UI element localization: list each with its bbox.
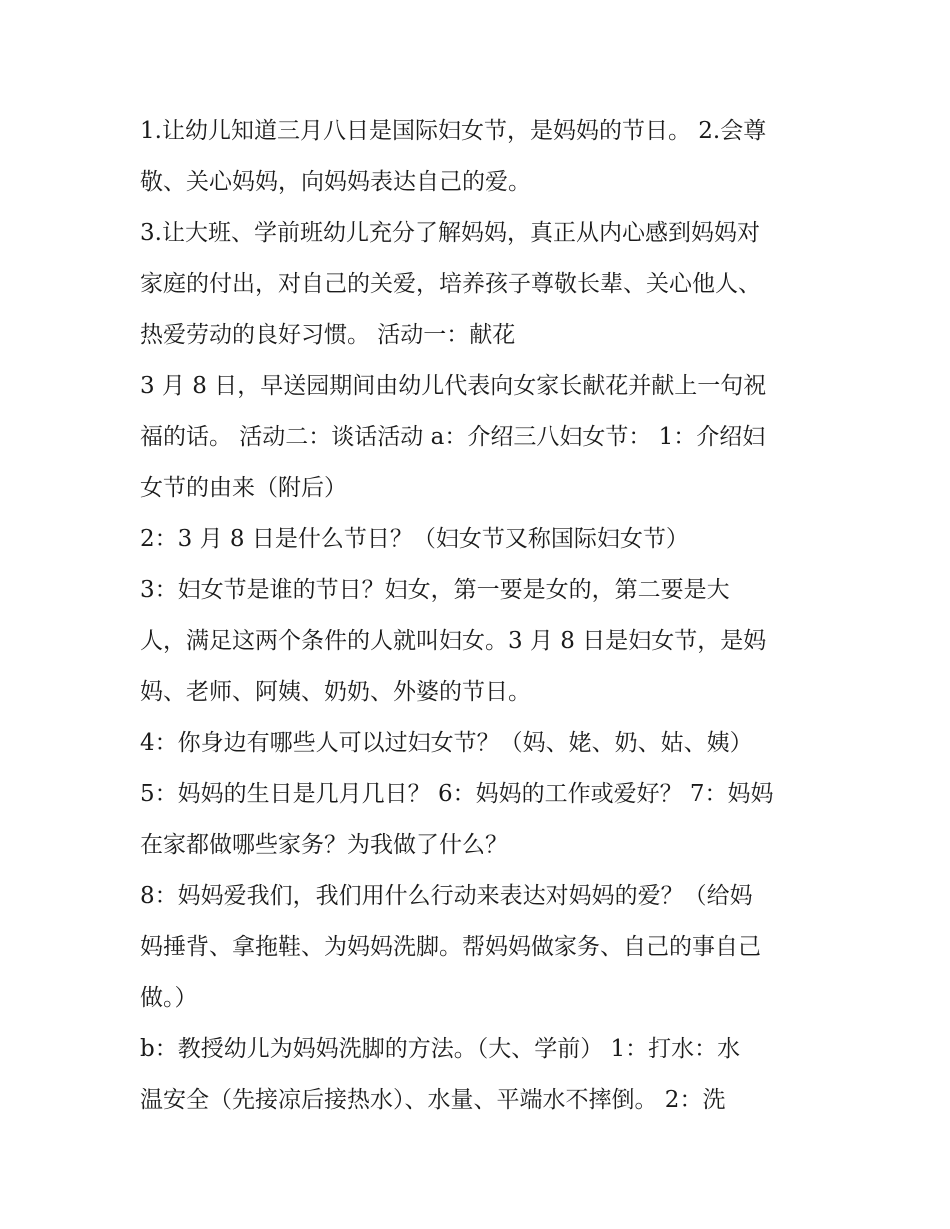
document-body bbox=[140, 106, 812, 1126]
text-line: 妈捶背、拿拖鞋、为妈妈洗脚。帮妈妈做家务、自己的事自己 bbox=[140, 934, 761, 960]
text-line: 3：妇女节是谁的节日？妇女，第一要是女的，第二要是大 bbox=[140, 577, 730, 603]
text-line: 热爱劳动的良好习惯。 活动一：献花 bbox=[140, 322, 516, 348]
text-line: 女节的由来（附后） bbox=[140, 475, 347, 501]
text-line: 温安全（先接凉后接热水）、水量、平端水不摔倒。 2：洗 bbox=[140, 1087, 726, 1113]
text-line: 2：3 月 8 日是什么节日？（妇女节又称国际妇女节） bbox=[140, 526, 689, 552]
text-line: 在家都做哪些家务？为我做了什么？ bbox=[140, 832, 508, 858]
text-line: 敬、关心妈妈，向妈妈表达自己的爱。 bbox=[140, 169, 531, 195]
text-line: 3 月 8 日，早送园期间由幼儿代表向女家长献花并献上一句祝 bbox=[140, 373, 767, 399]
text-line: 4：你身边有哪些人可以过妇女节？（妈、姥、奶、姑、姨） bbox=[140, 730, 753, 756]
text-line: 家庭的付出，对自己的关爱，培养孩子尊敬长辈、关心他人、 bbox=[140, 271, 761, 297]
text-line: b：教授幼儿为妈妈洗脚的方法。（大、学前） 1：打水：水 bbox=[140, 1036, 741, 1062]
text-line: 5：妈妈的生日是几月几日？ 6：妈妈的工作或爱好？ 7：妈妈 bbox=[140, 781, 774, 807]
text-line: 3.让大班、学前班幼儿充分了解妈妈，真正从内心感到妈妈对 bbox=[140, 220, 760, 246]
text-line: 人，满足这两个条件的人就叫妇女。3 月 8 日是妇女节，是妈 bbox=[140, 628, 767, 654]
text-line: 妈、老师、阿姨、奶奶、外婆的节日。 bbox=[140, 679, 531, 705]
text-line: 8：妈妈爱我们，我们用什么行动来表达对妈妈的爱？（给妈 bbox=[140, 883, 753, 909]
text-line: 做。） bbox=[140, 985, 198, 1011]
text-line: 1.让幼儿知道三月八日是国际妇女节，是妈妈的节日。 2.会尊 bbox=[140, 118, 767, 144]
text-line: 福的话。 活动二：谈话活动 a：介绍三八妇女节： 1：介绍妇 bbox=[140, 424, 766, 450]
